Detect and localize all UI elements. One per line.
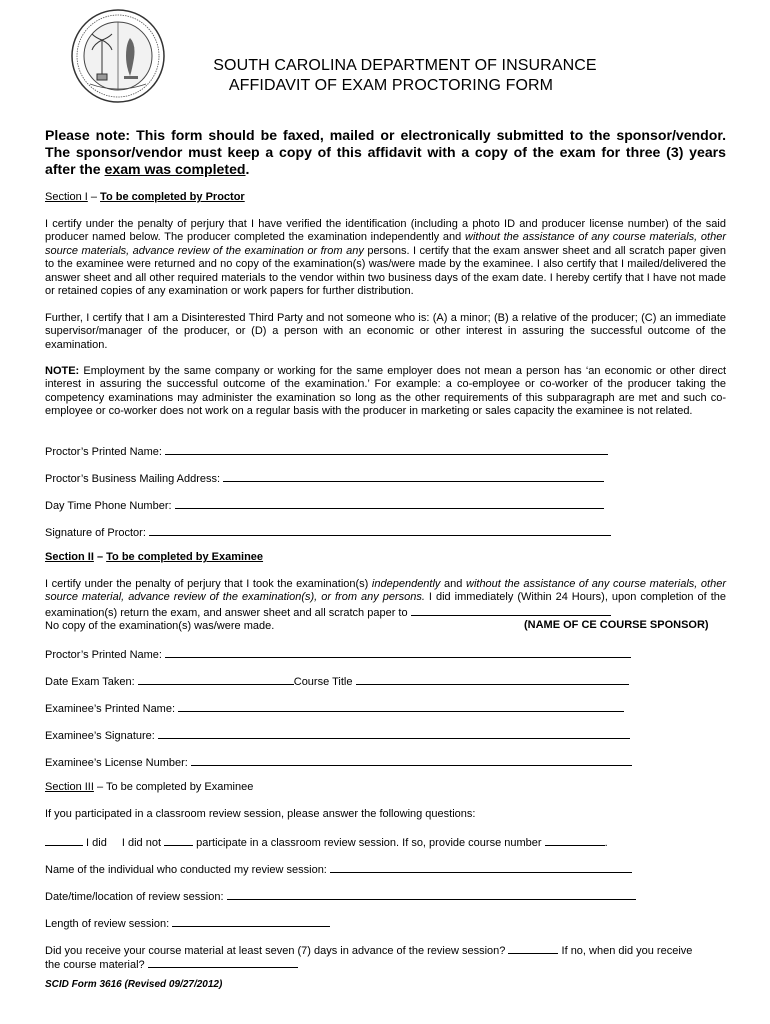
exam-date-field[interactable]: [138, 674, 294, 685]
session-length-row: [45, 916, 330, 930]
section-2-certification-paragraph: I certify under the penalty of perjury that I took the examination(s) independently and without the assistance of any course materials, other source material, advance review of the examination(s), or from any persons. I did immediately (Within 24 Hours), upon completion of the examination(s) return the exam, and answer sheet and all scratch paper to No copy of the examination(s) was/were made.: [45, 578, 727, 633]
s2-proctor-name-label: Proctor’s Printed Name:: [45, 649, 162, 661]
proctor-signature-row: [45, 525, 611, 539]
sponsor-caption: (NAME OF CE COURSE SPONSOR): [524, 619, 709, 631]
proctor-address-row: [45, 471, 604, 485]
document-subtitle: AFFIDAVIT OF EXAM PROCTORING FORM: [228, 77, 554, 94]
section-2-heading: Section II – To be completed by Examinee: [45, 551, 264, 563]
proctor-address-field[interactable]: [223, 471, 604, 482]
participate-text: participate in a classroom review session. If so, provide course number: [193, 837, 545, 849]
section-1-certification-paragraph: I certify under the penalty of perjury that I have verified the identification (including a photo ID and producer license number) of the said producer named below. The producer completed the examination independently and without the assistance of any course materials, other source materials, advance review of the examination or from any persons. I certify that the exam answer sheet and all scratch paper given to the examinee were returned and no copy of the examination(s) was/were made by the examinee. I also certify that I mailed/delivered the answer sheet and all other required materials to the vendor within two business days of the exam date. I hereby certify that I have not made or retained copies of any examination or work papers for further distribution.: [45, 218, 727, 298]
disinterested-party-paragraph: Further, I certify that I am a Disinterested Third Party and not someone who is: (A) a minor; (B) a relative of the producer; (C) an immediate supervisor/manager of the producer, or (D) a person with an economic or other interest in assuring the successful outcome of the examination.: [45, 312, 726, 351]
proctor-name-field[interactable]: [165, 444, 608, 455]
review-session-intro: If you participated in a classroom review session, please answer the following questions:: [45, 808, 476, 820]
form-id-footer: SCID Form 3616 (Revised 09/27/2012): [45, 979, 223, 990]
course-number-field[interactable]: [545, 835, 605, 846]
advance-material-field[interactable]: [508, 943, 558, 954]
material-received-field[interactable]: [148, 957, 298, 968]
did-label: I did: [83, 837, 107, 849]
if-no-label: If no, when did you receive: [558, 945, 693, 957]
examinee-name-field[interactable]: [178, 701, 624, 712]
proctor-address-label: Proctor’s Business Mailing Address:: [45, 473, 221, 485]
session-length-field[interactable]: [172, 916, 330, 927]
examinee-signature-row: [45, 728, 630, 742]
proctor-phone-label: Day Time Phone Number:: [45, 500, 172, 512]
document-title: SOUTH CAROLINA DEPARTMENT OF INSURANCE: [213, 57, 597, 74]
section-3-heading: Section III – To be completed by Examinee: [45, 781, 254, 793]
course-title-field[interactable]: [356, 674, 629, 685]
license-number-row: [45, 755, 632, 769]
did-not-label: I did not: [121, 837, 161, 849]
proctor-phone-field[interactable]: [175, 498, 604, 509]
examinee-name-label: Examinee’s Printed Name:: [45, 703, 176, 715]
period: .: [604, 837, 608, 849]
submission-note: Please note: This form should be faxed, mailed or electronically submitted to the sponsor/vendor. The sponsor/vendor must keep a copy of this affidavit with a copy of the exam for three (3) years after the exam was completed.: [45, 127, 726, 177]
conductor-label: Name of the individual who conducted my review session:: [45, 864, 327, 876]
s2-proctor-name-row: [45, 647, 631, 661]
section-1-heading: Section I – To be completed by Proctor: [45, 191, 245, 203]
course-title-label: Course Title: [293, 676, 353, 688]
advance-material-question: Did you receive your course material at least seven (7) days in advance of the review session?: [45, 945, 506, 957]
proctor-name-row: [45, 444, 608, 458]
employment-note-paragraph: NOTE: Employment by the same company or working for the same employer does not mean a person has ‘an economic or other direct interest in assuring the successful outcome of the examination.’ For example: a co-employee or co-worker of the producer taking the competency examinations may administer the examination so long as the other requirements of this subparagraph are met and such co-employee or co-worker does not work on a regular basis with the producer in marketing or sales capacity the examinee is not related.: [45, 365, 726, 418]
license-number-field[interactable]: [191, 755, 632, 766]
session-datetime-label: Date/time/location of review session:: [45, 891, 224, 903]
examinee-name-row: [45, 701, 624, 715]
material-received-label: the course material?: [45, 959, 145, 971]
examinee-signature-field[interactable]: [158, 728, 630, 739]
exam-date-course-row: [45, 674, 629, 688]
did-not-participate-field[interactable]: [164, 835, 193, 846]
material-received-row: [45, 957, 298, 971]
advance-material-row: [45, 943, 692, 957]
license-number-label: Examinee’s License Number:: [45, 757, 188, 769]
exam-date-label: Date Exam Taken:: [45, 676, 135, 688]
conductor-field[interactable]: [330, 862, 632, 873]
proctor-signature-field[interactable]: [149, 525, 611, 536]
review-participation-row: [45, 835, 608, 849]
proctor-name-label: Proctor’s Printed Name:: [45, 446, 162, 458]
session-length-label: Length of review session:: [45, 918, 170, 930]
proctor-phone-row: [45, 498, 604, 512]
examinee-signature-label: Examinee’s Signature:: [45, 730, 155, 742]
did-participate-field[interactable]: [45, 835, 83, 846]
s2-proctor-name-field[interactable]: [165, 647, 631, 658]
conductor-row: [45, 862, 632, 876]
session-datetime-row: [45, 889, 636, 903]
proctor-signature-label: Signature of Proctor:: [45, 527, 146, 539]
session-datetime-field[interactable]: [227, 889, 636, 900]
ce-course-sponsor-field[interactable]: [411, 605, 611, 616]
